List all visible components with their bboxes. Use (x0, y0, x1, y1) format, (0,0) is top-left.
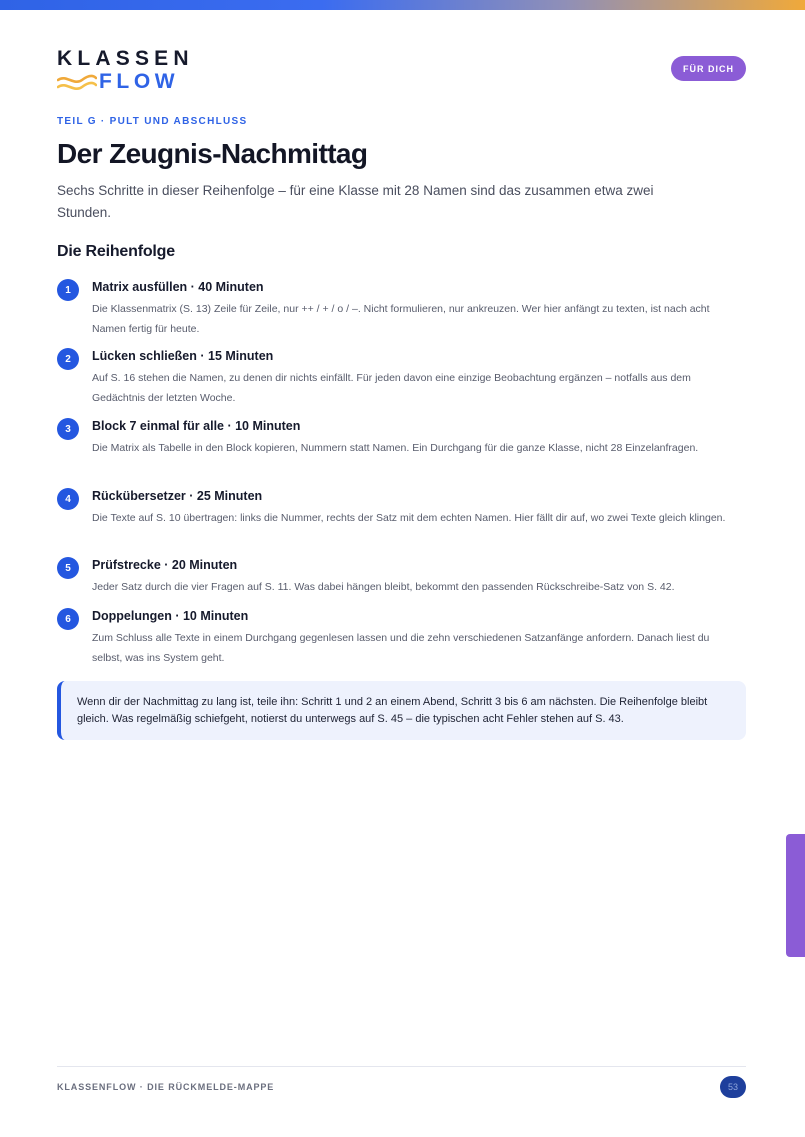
step-description: Die Matrix als Tabelle in den Block kopieren, Nummern statt Namen. Ein Durchgang für die ganze Klasse, nicht 28 Einzelanfragen. (92, 442, 699, 454)
step-title: Doppelungen · 10 Minuten (92, 609, 249, 623)
logo-wordmark-top: KLASSEN (57, 47, 194, 70)
step-description: Die Texte auf S. 10 übertragen: links die Nummer, rechts der Satz mit dem echten Namen. Hier fällt dir auf, wo zwei Texte gleich klingen. (92, 512, 726, 524)
section-title: Die Reihenfolge (57, 243, 175, 260)
step-number: 6 (57, 608, 79, 630)
logo-wordmark-bottom: FLOW (99, 70, 180, 93)
footer-divider (57, 1066, 746, 1067)
footer-title: KLASSENFLOW · DIE RÜCKMELDE-MAPPE (57, 1082, 275, 1092)
tip-callout (57, 681, 746, 740)
audience-badge: FÜR DICH (671, 56, 746, 81)
intro-text: Sechs Schritte in dieser Reihenfolge – für eine Klasse mit 28 Namen sind das zusammen etwa zwei Stunden. (57, 183, 654, 220)
page-number: 53 (720, 1076, 746, 1098)
step-description: Zum Schluss alle Texte in einem Durchgang gegenlesen lassen und die zehn verschiedenen Satzanfänge anfordern. Danach liest du selbst, was ins System geht. (92, 632, 710, 664)
logo (57, 48, 197, 96)
step-number: 5 (57, 557, 79, 579)
section-kicker: TEIL G · PULT UND ABSCHLUSS (57, 116, 248, 127)
tip-callout-text: Wenn dir der Nachmittag zu lang ist, teile ihn: Schritt 1 und 2 an einem Abend, Schritt 3 bis 6 am nächsten. Die Reihenfolge bleibt gleich. Was regelmäßig schiefgeht, notierst du unterwegs auf S. 45 – die typischen acht Fehler stehen auf S. 43. (77, 696, 708, 725)
page-title: Der Zeugnis-Nachmittag (57, 138, 368, 169)
step-description: Auf S. 16 stehen die Namen, zu denen dir nichts einfällt. Für jeden davon eine einzige Beobachtung ergänzen – notfalls aus dem Gedächtnis der letzten Woche. (92, 372, 691, 404)
step-number: 3 (57, 418, 79, 440)
step-description: Die Klassenmatrix (S. 13) Zeile für Zeile, nur ++ / + / o / –. Nicht formulieren, nur ankreuzen. Wer hier anfängt zu texten, ist nach acht Namen fertig für heute. (92, 303, 710, 335)
step-title: Block 7 einmal für alle · 10 Minuten (92, 419, 301, 433)
step-number: 1 (57, 279, 79, 301)
step-title: Matrix ausfüllen · 40 Minuten (92, 280, 264, 294)
step-description: Jeder Satz durch die vier Fragen auf S. 11. Was dabei hängen bleibt, bekommt den passenden Rückschreibe-Satz von S. 42. (92, 581, 675, 593)
step-number: 2 (57, 348, 79, 370)
step-number: 4 (57, 488, 79, 510)
step-title: Rückübersetzer · 25 Minuten (92, 489, 263, 503)
step-title: Prüfstrecke · 20 Minuten (92, 558, 238, 572)
step-title: Lücken schließen · 15 Minuten (92, 349, 274, 363)
top-gradient-bar (0, 0, 805, 10)
chapter-tab (786, 834, 805, 957)
wave-icon (57, 74, 97, 94)
